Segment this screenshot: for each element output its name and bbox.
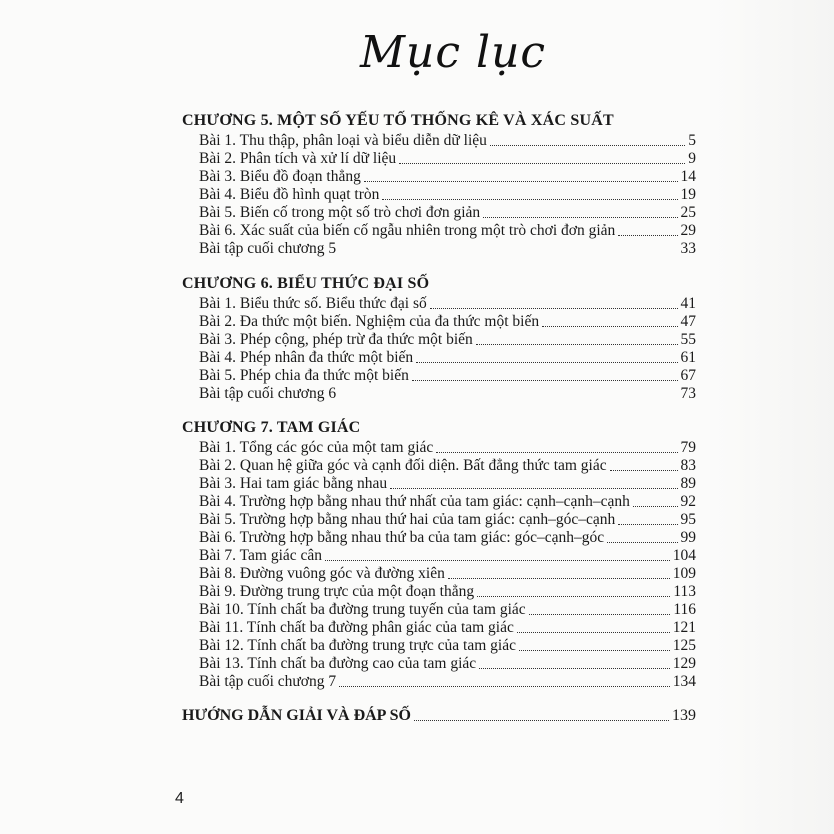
answers-title: HƯỚNG DẪN GIẢI VÀ ĐÁP SỐ [182,707,411,724]
toc-entry-title: Bài 2. Quan hệ giữa góc và cạnh đối diện. Bất đẳng thức tam giác [199,457,607,474]
toc-entry-title: Bài 5. Phép chia đa thức một biến [199,367,409,384]
toc-entry-page: 79 [680,439,696,456]
toc-entry-page: 73 [680,385,696,402]
toc-entry-title: Bài 2. Phân tích và xử lí dữ liệu [199,150,397,167]
dot-leader [542,325,677,327]
toc-entry-title: Bài 3. Hai tam giác bằng nhau [199,475,388,492]
chapter-heading-5: CHƯƠNG 5. MỘT SỐ YẾU TỐ THỐNG KÊ VÀ XÁC SUẤT [182,112,614,129]
toc-entry-page: 29 [680,222,696,239]
dot-leader [477,595,670,597]
dot-leader [382,198,677,200]
toc-entry-page: 109 [672,565,696,582]
dot-leader [339,685,670,687]
toc-entry[interactable] [199,385,696,403]
toc-entry[interactable] [199,331,696,349]
toc-entry[interactable] [199,367,696,385]
dot-leader [476,343,678,345]
toc-entry[interactable] [199,493,696,511]
toc-entry[interactable] [199,186,696,204]
dot-leader [618,523,677,525]
toc-entry[interactable] [199,439,696,457]
toc-entry-title: Bài 6. Trường hợp bằng nhau thứ ba của tam giác: góc–cạnh–góc [199,529,605,546]
toc-entry-title: Bài 3. Phép cộng, phép trừ đa thức một biến [199,331,473,348]
toc-entry-page: 19 [680,186,696,203]
toc-entry-title: Bài 9. Đường trung trực của một đoạn thẳng [199,583,475,600]
toc-entry-title: Bài tập cuối chương 6 [199,385,337,402]
toc-entry-page: 104 [672,547,696,564]
toc-entry[interactable] [199,168,696,186]
toc-entry-page: 125 [672,637,696,654]
toc-entry-page: 47 [680,313,696,330]
dot-leader [633,505,678,507]
toc-entry-title: Bài 10. Tính chất ba đường trung tuyến của tam giác [199,601,526,618]
toc-entry-title: Bài 11. Tính chất ba đường phân giác của tam giác [199,619,514,636]
toc-entry-page: 89 [680,475,696,492]
dot-leader [479,667,670,669]
toc-entry[interactable] [199,222,696,240]
toc-entry[interactable] [199,313,696,331]
toc-entry-title: Bài 6. Xác suất của biến cố ngẫu nhiên trong một trò chơi đơn giản [199,222,616,239]
dot-leader [436,451,677,453]
toc-entry-title: Bài 2. Đa thức một biến. Nghiệm của đa thức một biến [199,313,540,330]
toc-entry[interactable] [199,655,696,673]
dot-leader [618,234,677,236]
toc-entry-title: Bài 1. Tổng các góc của một tam giác [199,439,434,456]
toc-entry-title: Bài 1. Thu thập, phân loại và biểu diễn dữ liệu [199,132,487,149]
toc-entry-answers[interactable] [182,707,696,725]
toc-entry-page: 92 [680,493,696,510]
toc-entry-title: Bài tập cuối chương 7 [199,673,337,690]
chapter-heading-6: CHƯƠNG 6. BIỂU THỨC ĐẠI SỐ [182,275,430,292]
dot-leader [390,487,677,489]
toc-entry-page: 14 [680,168,696,185]
dot-leader [430,307,678,309]
toc-entry-title: Bài 13. Tính chất ba đường cao của tam giác [199,655,477,672]
toc-entry[interactable] [199,601,696,619]
toc-entry-title: Bài 7. Tam giác cân [199,547,323,564]
dot-leader [610,469,678,471]
dot-leader [414,719,669,721]
toc-entry[interactable] [199,457,696,475]
toc-entry[interactable] [199,204,696,222]
dot-leader [607,541,677,543]
dot-leader [364,180,678,182]
toc-entry-title: Bài 4. Phép nhân đa thức một biến [199,349,414,366]
toc-entry-page: 129 [672,655,696,672]
toc-entry[interactable] [199,619,696,637]
toc-entry[interactable] [199,150,696,168]
toc-entry[interactable] [199,295,696,313]
page-title: Mục lục [360,27,547,78]
dot-leader [529,613,671,615]
dot-leader [399,162,685,164]
toc-entry[interactable] [199,132,696,150]
toc-entry-title: Bài 8. Đường vuông góc và đường xiên [199,565,445,582]
toc-entry-page: 61 [680,349,696,366]
toc-entry-page: 121 [672,619,696,636]
toc-entry-title: Bài 4. Biểu đồ hình quạt tròn [199,186,380,203]
toc-entry-page: 99 [680,529,696,546]
toc-entry[interactable] [199,529,696,547]
toc-entry[interactable] [199,583,696,601]
toc-entry-page: 113 [673,583,696,600]
dot-leader [483,216,677,218]
toc-entry[interactable] [199,475,696,493]
dot-leader [412,379,678,381]
toc-entry-title: Bài 5. Biến cố trong một số trò chơi đơn giản [199,204,481,221]
toc-entry-title: Bài 4. Trường hợp bằng nhau thứ nhất của tam giác: cạnh–cạnh–cạnh [199,493,630,510]
dot-leader [519,649,670,651]
toc-entry-page: 5 [688,132,696,149]
toc-entry-title: Bài 12. Tính chất ba đường trung trực của tam giác [199,637,516,654]
toc-entry-page: 55 [680,331,696,348]
answers-page: 139 [672,707,696,724]
toc-entry[interactable] [199,565,696,583]
toc-entry-page: 9 [688,150,696,167]
dot-leader [448,577,670,579]
chapter-heading-7: CHƯƠNG 7. TAM GIÁC [182,419,361,436]
page-number: 4 [175,790,184,807]
toc-entry-page: 41 [680,295,696,312]
dot-leader [339,397,677,399]
toc-entry[interactable] [199,547,696,565]
toc-entry[interactable] [199,240,696,258]
dot-leader [490,144,685,146]
toc-entry-title: Bài 5. Trường hợp bằng nhau thứ hai của tam giác: cạnh–góc–cạnh [199,511,616,528]
dot-leader [517,631,670,633]
dot-leader [339,252,677,254]
toc-entry[interactable] [199,511,696,529]
toc-entry-page: 134 [672,673,696,690]
toc-entry-page: 67 [680,367,696,384]
toc-entry[interactable] [199,673,696,691]
toc-entry-title: Bài 1. Biểu thức số. Biểu thức đại số [199,295,427,312]
toc-entry-page: 95 [680,511,696,528]
dot-leader [416,361,677,363]
toc-entry-title: Bài tập cuối chương 5 [199,240,337,257]
dot-leader [325,559,670,561]
toc-entry-title: Bài 3. Biểu đồ đoạn thẳng [199,168,361,185]
toc-entry[interactable] [199,637,696,655]
toc-entry-page: 25 [680,204,696,221]
toc-entry-page: 33 [680,240,696,257]
toc-entry[interactable] [199,349,696,367]
toc-entry-page: 116 [673,601,696,618]
toc-entry-page: 83 [680,457,696,474]
